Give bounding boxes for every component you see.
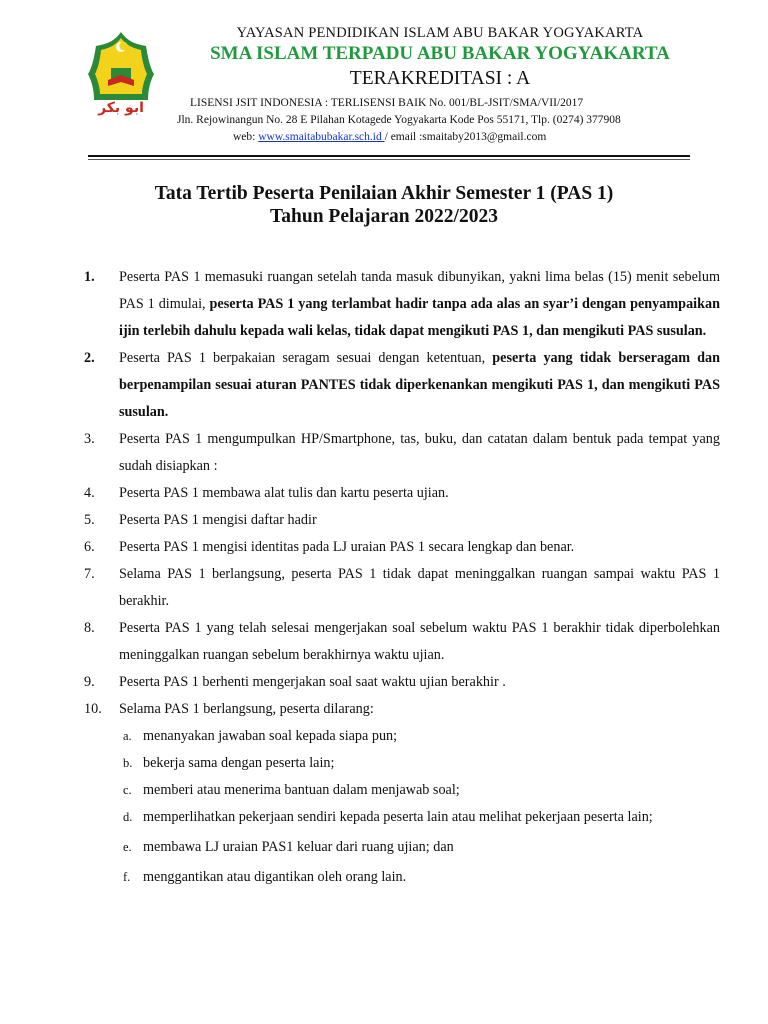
sub-text: memperlihatkan pekerjaan sendiri kepada peserta lain atau melihat pekerjaan peserta lain;: [143, 809, 653, 825]
rule-text-regular: Peserta PAS 1 membawa alat tulis dan kartu peserta ujian.: [119, 485, 449, 501]
rule-text: [119, 561, 720, 615]
letterhead-divider: [88, 155, 690, 157]
rule-text-regular: Peserta PAS 1 mengisi daftar hadir: [119, 512, 317, 528]
rule-text-regular: Peserta PAS 1 yang telah selesai mengerjakan soal sebelum waktu PAS 1 berakhir tidak diperbolehkan meninggalkan ruangan sebelum berakhirnya waktu ujian.: [119, 620, 720, 663]
school-name: SMA ISLAM TERPADU ABU BAKAR YOGYAKARTA: [210, 43, 670, 64]
rule-text-regular: Selama PAS 1 berlangsung, peserta PAS 1 tidak dapat meninggalkan ruangan sampai waktu PAS 1 berakhir.: [119, 566, 720, 609]
sub-item: [119, 864, 720, 891]
rule-text-regular: Peserta PAS 1 memasuki ruangan setelah tanda masuk dibunyikan, yakni lima belas (15) menit sebelum PAS 1 dimulai,: [119, 269, 720, 312]
sub-letter: a.: [123, 729, 132, 743]
rule-number: 4.: [84, 485, 95, 501]
sub-text: membawa LJ uraian PAS1 keluar dari ruang ujian; dan: [143, 839, 454, 855]
rule-text: [119, 345, 720, 426]
rule-number: 9.: [84, 674, 95, 690]
accreditation: TERAKREDITASI : A: [349, 68, 531, 89]
rule-text: [119, 696, 720, 723]
rule-text: [119, 615, 720, 669]
rule-text: [119, 426, 720, 480]
web-label: web:: [233, 131, 259, 143]
rules-list: [84, 264, 720, 891]
rule-number: 3.: [84, 431, 95, 447]
rule-item: [84, 534, 720, 561]
rule-text: [119, 507, 720, 534]
rule-item: [84, 480, 720, 507]
rule-text: [119, 669, 720, 696]
rule-text: [119, 264, 720, 345]
rule-text-regular: Selama PAS 1 berlangsung, peserta dilarang:: [119, 701, 374, 717]
sub-letter: e.: [123, 840, 132, 854]
rule-item: [84, 615, 720, 669]
rule-item: [84, 264, 720, 345]
sub-item: [119, 750, 720, 777]
foundation-name: YAYASAN PENDIDIKAN ISLAM ABU BAKAR YOGYAKARTA: [236, 25, 644, 41]
sub-text: menanyakan jawaban soal kepada siapa pun;: [143, 728, 398, 744]
license-line: LISENSI JSIT INDONESIA : TERLISENSI BAIK No. 001/BL-JSIT/SMA/VII/2017: [190, 97, 584, 109]
contact-separator: /: [384, 131, 388, 143]
rule-text: [119, 534, 720, 561]
contact-line: [233, 131, 546, 143]
rule-item: [84, 345, 720, 426]
rule-number: 8.: [84, 620, 95, 636]
sub-list: [119, 723, 720, 891]
website-link[interactable]: www.smaitabubakar.sch.id: [258, 131, 385, 143]
sub-text: menggantikan atau digantikan oleh orang lain.: [143, 869, 407, 885]
rule-item: [84, 507, 720, 534]
sub-letter: b.: [123, 756, 133, 770]
rule-text: [119, 480, 720, 507]
rule-text-regular: Peserta PAS 1 berhenti mengerjakan soal saat waktu ujian berakhir .: [119, 674, 506, 690]
sub-item: [119, 723, 720, 750]
sub-text: bekerja sama dengan peserta lain;: [143, 755, 335, 771]
rule-item: [84, 426, 720, 480]
rule-number: 2.: [84, 350, 95, 366]
rule-item: [84, 561, 720, 615]
sub-letter: c.: [123, 783, 132, 797]
sub-letter: d.: [123, 810, 133, 824]
rule-number: 1.: [84, 269, 95, 285]
rule-text-regular: Peserta PAS 1 berpakaian seragam sesuai dengan ketentuan,: [119, 350, 493, 366]
sub-text: memberi atau menerima bantuan dalam menjawab soal;: [143, 782, 460, 798]
rule-text-regular: Peserta PAS 1 mengisi identitas pada LJ uraian PAS 1 secara lengkap dan benar.: [119, 539, 575, 555]
rule-number: 7.: [84, 566, 95, 582]
rule-number: 6.: [84, 539, 95, 555]
rule-text-bold: peserta PAS 1 yang terlambat hadir tanpa ada alas an syar’i dengan penyampaikan ijin terlebih dahulu kepada wali kelas, tidak dapat mengikuti PAS 1, dan mengikuti PAS susulan.: [119, 296, 720, 339]
rule-number: 10.: [84, 701, 102, 717]
rule-item: [84, 669, 720, 696]
rule-item: [84, 696, 720, 891]
sub-item: [119, 777, 720, 804]
svg-text:ابو بكر: ابو بكر: [98, 100, 144, 116]
rule-text-bold: peserta yang tidak berseragam dan berpenampilan sesuai aturan PANTES tidak diperkenankan mengikuti PAS 1, dan mengikuti PAS susulan.: [119, 350, 720, 420]
rule-number: 5.: [84, 512, 95, 528]
email-text: email :smaitaby2013@gmail.com: [387, 131, 547, 143]
document-subtitle: Tahun Pelajaran 2022/2023: [270, 206, 498, 227]
school-logo: [84, 28, 158, 116]
rule-text-regular: Peserta PAS 1 mengumpulkan HP/Smartphone, tas, buku, dan catatan dalam bentuk pada tempat yang sudah disiapkan :: [119, 431, 720, 474]
letterhead-divider-thin: [88, 159, 690, 160]
document-title: Tata Tertib Peserta Penilaian Akhir Semester 1 (PAS 1): [154, 183, 614, 204]
sub-item: [119, 804, 720, 831]
address-line: Jln. Rejowinangun No. 28 E Pilahan Kotagede Yogyakarta Kode Pos 55171, Tlp. (0274) 377908: [177, 114, 621, 126]
sub-letter: f.: [123, 870, 131, 884]
sub-item: [119, 834, 720, 861]
